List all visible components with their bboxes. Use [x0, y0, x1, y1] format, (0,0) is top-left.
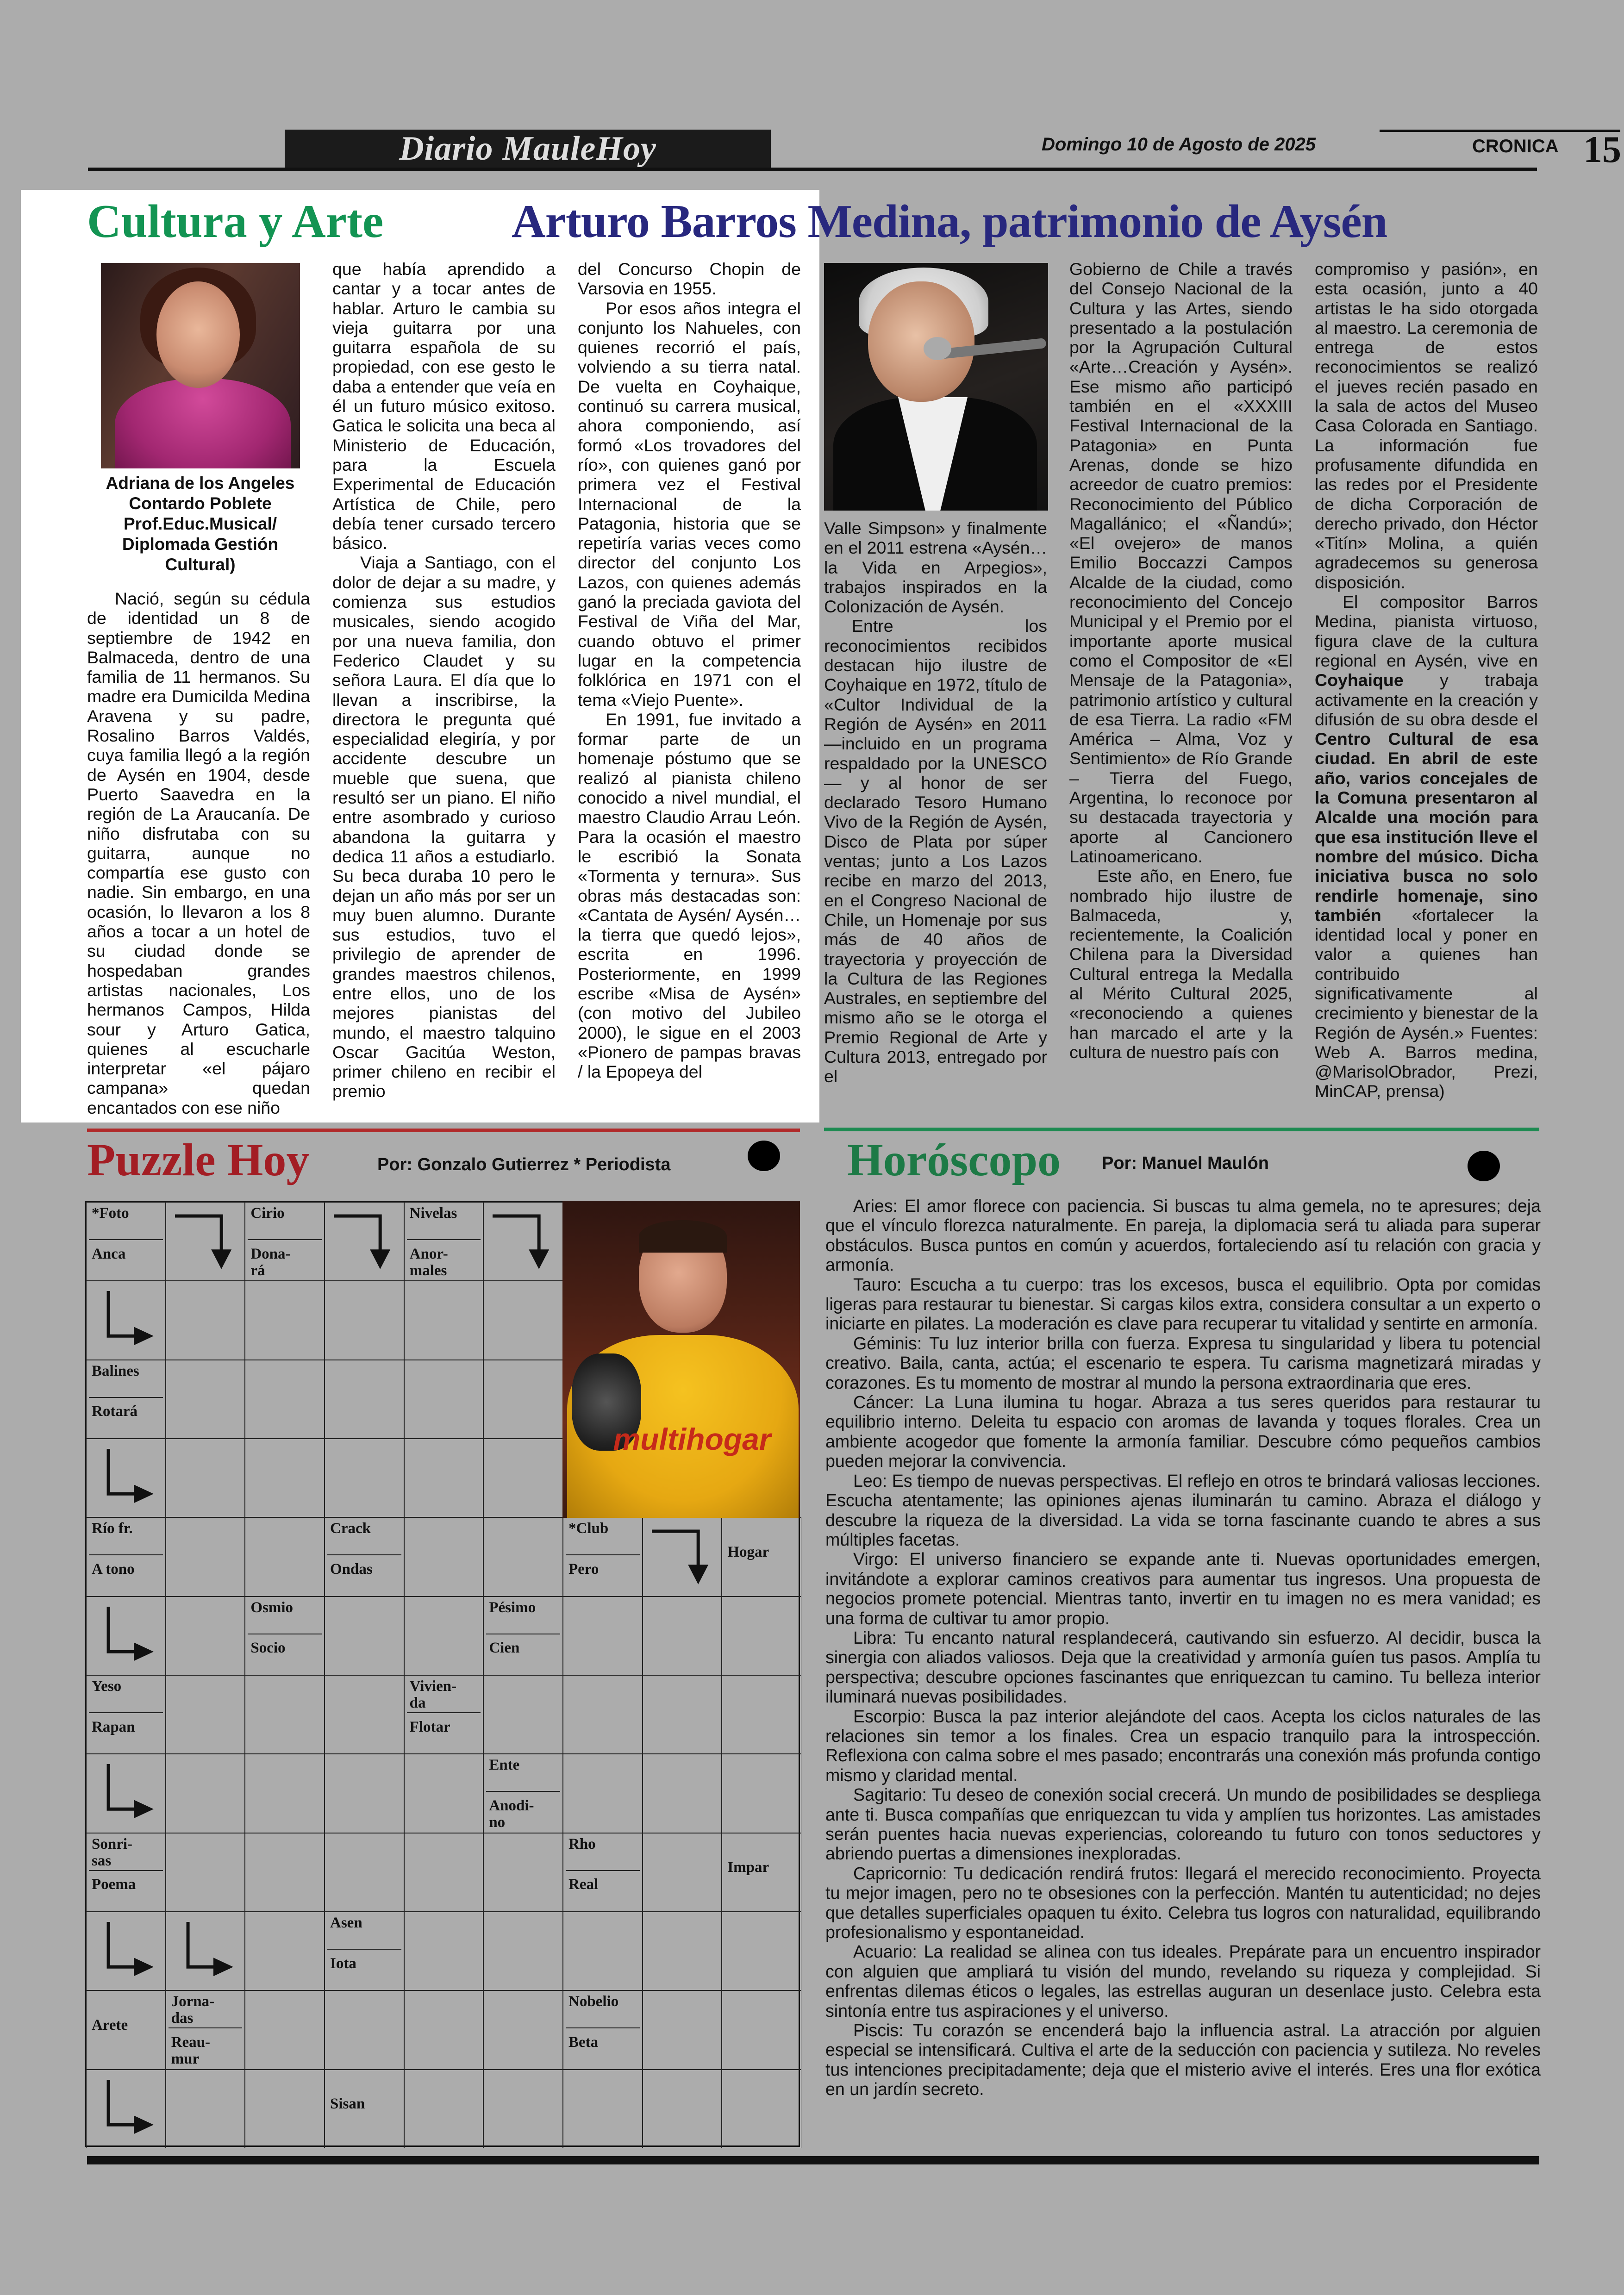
crossword-cell[interactable]: [245, 1912, 325, 1990]
clue-crack: Crack: [330, 1520, 371, 1537]
horoscope-sign: Géminis: Tu luz interior brilla con fuerza. Expresa tu singularidad y libera tu potencial creativo. Baila, canta, actúa; el escenario te espera. Tu carisma magnetizará miradas y corazones. Es tu momento de mostrar al mundo la persona extraordinaria que eres.: [825, 1333, 1541, 1392]
clue-beta: Beta: [568, 2034, 599, 2051]
crossword-cell[interactable]: [166, 2070, 245, 2148]
crossword-cell[interactable]: [166, 1675, 245, 1754]
clue-yeso: Yeso: [92, 1678, 122, 1695]
crossword-cell[interactable]: [563, 1597, 643, 1675]
horoscope-byline: Por: Manuel Maulón: [1102, 1154, 1269, 1173]
crossword-cell[interactable]: [166, 1833, 245, 1912]
clue-divider: [169, 2027, 243, 2028]
clue-anca: Anca: [92, 1245, 126, 1262]
article-paragraph: Este año, en Enero, fue nombrado hijo ilustre de Balmaceda, y, recientemente, la Coalición Chilena para la Diversidad Cultural entrega la Medalla al Mérito Cultural 2025, «reconociendo a quienes han marcado el arte y la cultura de nuestro país con: [1069, 866, 1293, 1062]
crossword-cell[interactable]: [325, 1281, 404, 1360]
crossword-cell[interactable]: [166, 1754, 245, 1833]
article-text: y trabaja activamente en la creación y difusión de su obra desde el: [1315, 670, 1538, 729]
crossword-cell[interactable]: [722, 1990, 801, 2069]
horoscope-sign: Cáncer: La Luna ilumina tu hogar. Abraza a tus seres queridos para restaurar tu equilibrio interno. Deleita tu espacio con aromas de lavanda y toques florales. Crea un ambiente acogedor que fomente la armonía familiar. Descubre cómo pequeños cambios pueden mejorar la convivencia.: [825, 1392, 1541, 1471]
clue-poema: Poema: [92, 1876, 136, 1893]
article-column-3: [578, 259, 801, 1081]
crossword-cell[interactable]: [722, 1754, 801, 1833]
crossword-cell[interactable]: [404, 1833, 484, 1912]
clue-divider: [566, 1554, 640, 1555]
article-paragraph: Viaja a Santiago, con el dolor de dejar a su madre, y comienza sus estudios musicales, siendo acogido por una nueva familia, don Federico Claudet y su señora Laura. El día que lo llevan a inscribirse, la directora le pregunta qué especialidad elegiría, y por accidente descubre un mueble que suena, que resultó ser un piano. El niño entre asombrado y curioso abandona la guitarra y dedica 11 años a estudiarlo. Su beca duraba 10 pero le dejan un año más por ser un muy buen alumno. Durante sus estudios, tuvo el privilegio de aprender de grandes maestros chilenos, entre ellos, uno de los mejores pianistas del mundo, el maestro talquino Oscar Gacitúa Weston, primer chileno en recibir el premio: [332, 553, 556, 1101]
horoscope-sign: Leo: Es tiempo de nuevas perspectivas. El reflejo en otros te brindará valiosas lecciones. Escucha atentamente; las opiniones ajenas iluminarán tu camino. Abraza el diálogo y descubre la riqueza de la diversidad. La vida se torna fascinante cuando te abres a sus múltiples facetas.: [825, 1471, 1541, 1549]
article-paragraph: En 1991, fue invitado a formar parte de un homenaje póstumo que se realizó al pianista chileno conocido a nivel mundial, el maestro Claudio Arrau León. Para la ocasión el maestro le escribió la Sonata «Tormenta y ternura». Sus obras más destacadas son: «Cantata de Aysén/ Aysén… la tierra que quedó lejos», escrita en 1996. Posteriormente, en 1999 escribe «Misa de Aysén» (con motivo del Jubileo 2000), le sigue en el 2003 «Pionero de pampas bravas / la Epopeya del: [578, 709, 801, 1082]
right-arrow-icon: [166, 1912, 245, 1990]
clue-divider: [327, 1949, 401, 1950]
clue-divider: [407, 1239, 481, 1240]
right-arrow-icon: [86, 2070, 166, 2148]
clue-divider: [89, 1554, 163, 1555]
right-arrow-icon: [86, 1912, 166, 1990]
crossword-cell[interactable]: [483, 1990, 563, 2069]
clue-anormales: Anor- males: [409, 1245, 448, 1279]
newspaper-logo: Diario MauleHoy: [285, 130, 771, 168]
crossword-cell[interactable]: [245, 1517, 325, 1596]
crossword-cell[interactable]: [245, 1439, 325, 1517]
crossword-cell[interactable]: [325, 1439, 404, 1517]
horoscope-sign: Acuario: La realidad se alinea con tus ideales. Prepárate para un encuentro inspirador con alguien que ampliará tu visión del mundo, revelando su riqueza y complejidad. Si enfrentas dilemas éticos o legales, las estrellas auguran un desenlace justo. Celebra esta sintonía entre tus aspiraciones y el universo.: [825, 1942, 1541, 2021]
crossword-cell[interactable]: [483, 1439, 563, 1517]
issue-date: Domingo 10 de Agosto de 2025: [1042, 134, 1316, 155]
puzzle-top-rule: [87, 1129, 800, 1132]
page-number: 15: [1583, 128, 1621, 170]
author-photo-scarf: [115, 379, 291, 468]
clue-divider: [486, 1791, 560, 1792]
clue-divider: [407, 1712, 481, 1713]
horoscope-sign: Aries: El amor florece con paciencia. Si buscas tu alma gemela, no te apresures; deja que el vínculo florezca naturalmente. En pareja, la diplomacia será tu aliada para superar obstáculos. Busca puntos en común y acuerdos, fortaleciendo así tu relación con gracia y armonía.: [825, 1196, 1541, 1275]
crossword-cell[interactable]: [643, 1597, 722, 1675]
clue-divider: [248, 1239, 322, 1240]
masthead-rule: [88, 168, 1537, 171]
crossword-cell[interactable]: [404, 1754, 484, 1833]
crossword-cell[interactable]: [245, 1754, 325, 1833]
clue-anodino: Anodi- no: [489, 1797, 534, 1831]
horoscope-sign: Piscis: Tu corazón se encenderá bajo la influencia astral. La atracción por alguien especial se intensificará. Cultiva el arte de la seducción con paciencia y sutileza. No reveles tus intenciones precipitadamente; deja que el misterio avive el interés. Eres una flor exótica en un jardín secreto.: [825, 2021, 1541, 2099]
article-paragraph: del Concurso Chopin de Varsovia en 1955.: [578, 259, 801, 299]
right-arrow-icon: [86, 1597, 166, 1675]
clue-divider: [89, 1870, 163, 1871]
musician-photo: [824, 263, 1048, 511]
clue-nobelio: Nobelio: [568, 1993, 619, 2010]
down-arrow-icon: [325, 1202, 404, 1281]
clue-iota: Iota: [330, 1955, 356, 1972]
right-arrow-icon: [86, 1439, 166, 1517]
horoscope-top-rule: [824, 1128, 1539, 1131]
crossword-cell[interactable]: [404, 1990, 484, 2069]
author-caption-line: Prof.Educ.Musical/: [123, 514, 277, 533]
crossword-cell[interactable]: [166, 1439, 245, 1517]
crossword-cell[interactable]: [166, 1360, 245, 1439]
article-text: «fortalecer la identidad local y poner en valor a quienes han contribuido significativamente al crecimiento y bienestar de la Región de Aysén.» Fuentes: Web A. Barros medina, @MarisolObrador, Prezi, MinCAP, prensa): [1315, 905, 1538, 1101]
clue-rho: Rho: [568, 1835, 596, 1852]
article-column-2: [332, 259, 556, 1101]
down-arrow-icon: [483, 1202, 563, 1281]
article-paragraph: Entre los reconocimientos recibidos destacan hijo ilustre de Coyhaique en 1972, título de «Cultor Individual de la Región de Aysén» en 2011 —incluido en un programa respaldado por la UNESCO— y al honor de ser declarado Tesoro Humano Vivo de la Región de Aysén, Disco de Plata por súper ventas; junto a Los Lazos recibe en marzo del 2013, en el Congreso Nacional de Chile, un Homenaje por sus más de 40 años de trayectoria y proyección de la Cultura de las Regiones Australes, en septiembre del mismo año se le otorga el Premio Regional de Arte y Cultura 2013, entregado por el: [824, 616, 1047, 1086]
author-caption: [95, 473, 306, 575]
clue-divider: [89, 1712, 163, 1713]
crossword-cell[interactable]: [404, 1281, 484, 1360]
article-text: El compositor Barros Medina, pianista virtuoso, figura clave de la cultura regional en Aysén, vive en: [1315, 592, 1538, 670]
crossword-cell[interactable]: [166, 1281, 245, 1360]
right-arrow-icon: [86, 1754, 166, 1833]
article-bold-text: Coyhaique: [1315, 670, 1404, 690]
article-paragraph: Valle Simpson» y finalmente en el 2011 estrena «Aysén… la Vida en Arpegios», trabajos inspirados en la Colonización de Aysén.: [824, 518, 1047, 617]
crossword-cell[interactable]: [563, 1912, 643, 1990]
crossword-cell[interactable]: [483, 1675, 563, 1754]
article-paragraph: que había aprendido a cantar y a tocar antes de hablar. Arturo le cambia su vieja guitarra por una guitarra española de su propiedad, con ese gesto le daba a entender que veía en él un futuro músico exitoso. Gatica le solicita una beca al Ministerio de Educación, para la Escuela Experimental de Educación Artística de Chile, pero debía tener cursado tercero básico.: [332, 259, 556, 553]
microphone-head-icon: [924, 337, 951, 360]
clue-riofr: Río fr.: [92, 1520, 133, 1537]
clue-sisan: Sisan: [330, 2095, 365, 2112]
puzzle-byline: Por: Gonzalo Gutierrez * Periodista: [377, 1155, 671, 1174]
clue-osmio: Osmio: [250, 1599, 293, 1616]
clue-divider: [566, 2027, 640, 2028]
author-caption-line: Cultural): [165, 555, 236, 574]
crossword-cell[interactable]: [325, 1360, 404, 1439]
crossword-cell[interactable]: [325, 1833, 404, 1912]
clue-socio: Socio: [250, 1640, 286, 1657]
crossword-cell[interactable]: [325, 1597, 404, 1675]
author-caption-line: Diplomada Gestión: [122, 535, 279, 554]
clue-rapan: Rapan: [92, 1718, 135, 1735]
clue-vivienda: Vivien- da: [409, 1678, 457, 1711]
article-bold-text: Centro Cultural de esa ciudad. En abril de este año, varios concejales de la Comuna presentaron al Alcalde una moción para que esa institución lleve el nombre del músico. Dicha iniciativa busca no solo rendirle homenaje, sino también: [1315, 729, 1538, 925]
crossword-cell[interactable]: [245, 1281, 325, 1360]
clue-arete: Arete: [92, 2016, 128, 2033]
clue-atono: A tono: [92, 1561, 135, 1578]
section-label: CRONICA: [1472, 136, 1559, 156]
clue-ondas: Ondas: [330, 1561, 373, 1578]
crossword-cell[interactable]: [404, 1517, 484, 1596]
article-paragraph: Por esos años integra el conjunto los Nahueles, con quienes recorrió el país, volviendo a su tierra natal. De vuelta en Coyhaique, continuó su carrera musical, ahora componiendo, así formó «Los trovadores del río», con quienes ganó por primera vez el Festival Internacional de la Patagonia, historia que se repetiría varias veces como director del conjunto Los Lazos, con quienes además ganó la preciada gaviota del Festival de Viña del Mar, cuando obtuvo el primer lugar en la competencia folklórica en 1971 con el tema «Viejo Puente».: [578, 298, 801, 710]
clue-divider: [566, 1870, 640, 1871]
page-bottom-rule: [87, 2156, 1539, 2164]
horoscope-sign: Tauro: Escucha a tu cuerpo: tras los excesos, busca el equilibrio. Opta por comidas ligeras para restaurar tu bienestar. Si cargas kilos extra, considera consultar a un experto o iniciarte en pilates. La moderación es clave para recuperar tu vitalidad y sentirte en armonía.: [825, 1274, 1541, 1334]
clue-reaumur: Reau- mur: [171, 2034, 210, 2068]
crossword-cell[interactable]: [643, 1912, 722, 1990]
crossword-cell[interactable]: [404, 1360, 484, 1439]
crossword-cell[interactable]: [245, 1360, 325, 1439]
horoscope-title: Horóscopo: [847, 1134, 1061, 1185]
crossword-cell[interactable]: [245, 1675, 325, 1754]
article-column-4: [824, 518, 1047, 1086]
horoscope-sign: Libra: Tu encanto natural resplandecerá, cautivando sin esfuerzo. Al decidir, busca la sinergia con aliados valiosos. Deja que la creatividad y armonía guíen tus pasos. Amplía tu perspectiva; descubre opciones fascinantes que enriquezcan tu camino. Tu belleza interior iluminará nuevas posibilidades.: [825, 1628, 1541, 1707]
down-arrow-icon: [166, 1202, 245, 1281]
clue-ente: Ente: [489, 1757, 520, 1774]
crossword-cell[interactable]: [483, 2070, 563, 2148]
clue-divider: [89, 1239, 163, 1240]
horoscope-sign: Escorpio: Busca la paz interior alejándote del caos. Acepta los ciclos naturales de las relaciones sin temor a los finales. Crea un espacio tranquilo para la introspección. Reflexiona con calma sobre el mes pasado; encontrarás una conexión más profunda contigo mismo y claridad mental.: [825, 1706, 1541, 1785]
crossword-cell[interactable]: [325, 1990, 404, 2069]
clue-real: Real: [568, 1876, 599, 1893]
bullet-dot-icon: [748, 1141, 780, 1171]
author-photo-face: [156, 281, 240, 388]
masthead: [88, 128, 1621, 171]
crossword-cell[interactable]: [643, 1754, 722, 1833]
horoscope-sign: Capricornio: Tu dedicación rendirá frutos: llegará el merecido reconocimiento. Proyecta tu mejor imagen, pero no te obsesiones con la perfección. Mantén tu autenticidad; no dejes que detalles superficiales opaquen tu éxito. Celebra tus logros con naturalidad, equilibrando profesionalismo y espontaneidad.: [825, 1863, 1541, 1942]
crossword-cell[interactable]: [563, 1675, 643, 1754]
crossword-cell[interactable]: [325, 1754, 404, 1833]
clue-impar: Impar: [727, 1858, 769, 1876]
right-arrow-icon: [86, 1281, 166, 1360]
clue-divider: [89, 1397, 163, 1398]
article-column-5: [1069, 259, 1293, 1062]
crossword-cell[interactable]: [722, 1675, 801, 1754]
crossword-cell[interactable]: [404, 1912, 484, 1990]
jersey-sponsor-logo: multihogar: [613, 1422, 771, 1456]
crossword-cell[interactable]: [643, 1675, 722, 1754]
article-paragraph: Gobierno de Chile a través del Consejo Nacional de la Cultura y las Artes, siendo presentado a la postulación por la Agrupación Cultural «Arte…Creación y Aysén». Ese mismo año participó también en el «XXXIII Festival Internacional de la Patagonia» en Punta Arenas, donde se hizo acreedor de cuatro premios: Reconocimiento del Público Magallánico; el «Ñandú»; «El ovejero» de manos Emilio Boccazzi Campos Alcalde de la ciudad, como reconocimiento del Concejo Municipal y el Premio por el importante aporte musical como el Compositor de «El Mensaje de la Patagonia», patrimonio artístico y cultural de esa Tierra. La radio «FM América – Alma, Voz y Sentimiento» de Río Grande – Tierra del Fuego, Argentina, lo reconoce por su destacada trayectoria y aporte al Cancionero Latinoamericano.: [1069, 259, 1293, 866]
crossword-cell[interactable]: [643, 2070, 722, 2148]
crossword-cell[interactable]: [483, 1360, 563, 1439]
crossword-cell[interactable]: [643, 1990, 722, 2069]
horoscope-sign: Sagitario: Tu deseo de conexión social crecerá. Un mundo de posibilidades se despliega ante ti. Busca compañías que enriquezcan tu vida y amplíen tus horizontes. Las amistades serán puentes hacia nuevas experiencias, coloreando tu futuro con tonos seductores y abriendo puertas a dimensiones inexploradas.: [825, 1785, 1541, 1864]
author-photo: [101, 263, 300, 468]
clue-nivelas: Nivelas: [409, 1205, 457, 1222]
goalkeeper-hair: [639, 1220, 727, 1253]
bullet-dot-icon: [1468, 1151, 1500, 1181]
crossword-cell[interactable]: [166, 1597, 245, 1675]
clue-jornadas: Jorna- das: [171, 1993, 215, 2027]
puzzle-title: Puzzle Hoy: [87, 1134, 310, 1185]
clue-pero: Pero: [568, 1561, 599, 1578]
crossword-cell[interactable]: [722, 2070, 801, 2148]
goalkeeper-photo: [562, 1201, 800, 1518]
crossword-cell[interactable]: [483, 1517, 563, 1596]
article-column-1: [87, 589, 310, 1117]
clue-hogar: Hogar: [727, 1543, 769, 1560]
crossword-cell[interactable]: [245, 2070, 325, 2148]
clue-cien: Cien: [489, 1640, 520, 1657]
crossword-cell[interactable]: [483, 1912, 563, 1990]
clue-asen: Asen: [330, 1915, 362, 1931]
down-arrow-icon: [643, 1517, 722, 1596]
clue-cirio: Cirio: [250, 1205, 285, 1222]
clue-rotara: Rotará: [92, 1403, 137, 1420]
crossword-cell[interactable]: [245, 1833, 325, 1912]
crossword-cell[interactable]: [722, 1912, 801, 1990]
article-paragraph: Nació, según su cédula de identidad un 8 de septiembre de 1942 en Balmaceda, dentro de una familia de 11 hermanos. Su madre era Dumicilda Medina Aravena y su padre, Rosalino Barros Valdés, cuya familia llegó a la región de Aysén en 1904, desde Puerto Saavedra en la región de La Araucanía. De niño disfrutaba con su guitarra, aunque no compartía ese gusto con nadie. Sin embargo, en una ocasión, lo llevaron a los 8 años a tocar a un hotel de su ciudad donde se hospedaban grandes artistas nacionales, Los hermanos Campos, Hilda sour y Arturo Gatica, quienes al escucharle interpretar «el pájaro campana» quedan encantados con ese niño: [87, 589, 310, 1117]
article-paragraph: compromiso y pasión», en esta ocasión, junto a 40 artistas le ha sido otorgada al maestro. La ceremonia de entrega de estos reconocimientos se realizó el jueves recién pasado en la sala de actos del Museo Casa Colorada en Santiago. La información fue profusamente difundida en las redes por el Presidente de dicha Corporación de derecho privado, don Héctor «Titín» Molina, a quién agradecemos su generosa disposición.: [1315, 259, 1538, 592]
crossword-cell[interactable]: [404, 1439, 484, 1517]
clue-flotar: Flotar: [409, 1718, 450, 1735]
article-headline: Arturo Barros Medina, patrimonio de Aysén: [512, 195, 1387, 248]
clue-donara: Dona- rá: [250, 1245, 291, 1279]
crossword-cell[interactable]: [483, 1833, 563, 1912]
section-kicker: Cultura y Arte: [87, 195, 384, 248]
author-caption-line: Adriana de los Angeles: [106, 474, 295, 493]
clue-divider: [327, 1554, 401, 1555]
clue-club: *Club: [568, 1520, 609, 1537]
crossword-cell[interactable]: [166, 1517, 245, 1596]
clue-foto: *Foto: [92, 1205, 129, 1222]
crossword-cell[interactable]: [325, 1675, 404, 1754]
clue-pesimo: Pésimo: [489, 1599, 536, 1616]
author-caption-line: Contardo Poblete: [129, 494, 272, 513]
crossword-cell[interactable]: [643, 1833, 722, 1912]
crossword-cell[interactable]: [404, 2070, 484, 2148]
crossword-cell[interactable]: [563, 2070, 643, 2148]
clue-balines: Balines: [92, 1362, 139, 1379]
article-paragraph: [1315, 592, 1538, 1101]
crossword-cell[interactable]: [483, 1281, 563, 1360]
clue-sonrisas: Sonri- sas: [92, 1835, 133, 1869]
horoscope-sign: Virgo: El universo financiero se expande ante ti. Nuevas oportunidades emergen, invitándote a explorar caminos creativos para aumentar tus ingresos. Una propuesta de negocios promete potencial. Mientras tanto, invertir en tu imagen no es mera vanidad; es una forma de cultivar tu amor propio.: [825, 1549, 1541, 1628]
crossword-cell[interactable]: [404, 1597, 484, 1675]
crossword-cell[interactable]: [722, 1597, 801, 1675]
musician-photo-face: [868, 281, 974, 402]
crossword-cell[interactable]: [563, 1754, 643, 1833]
article-column-6: [1315, 259, 1538, 1101]
crossword-cell[interactable]: [245, 1990, 325, 2069]
horoscope-body: [825, 1196, 1541, 2099]
